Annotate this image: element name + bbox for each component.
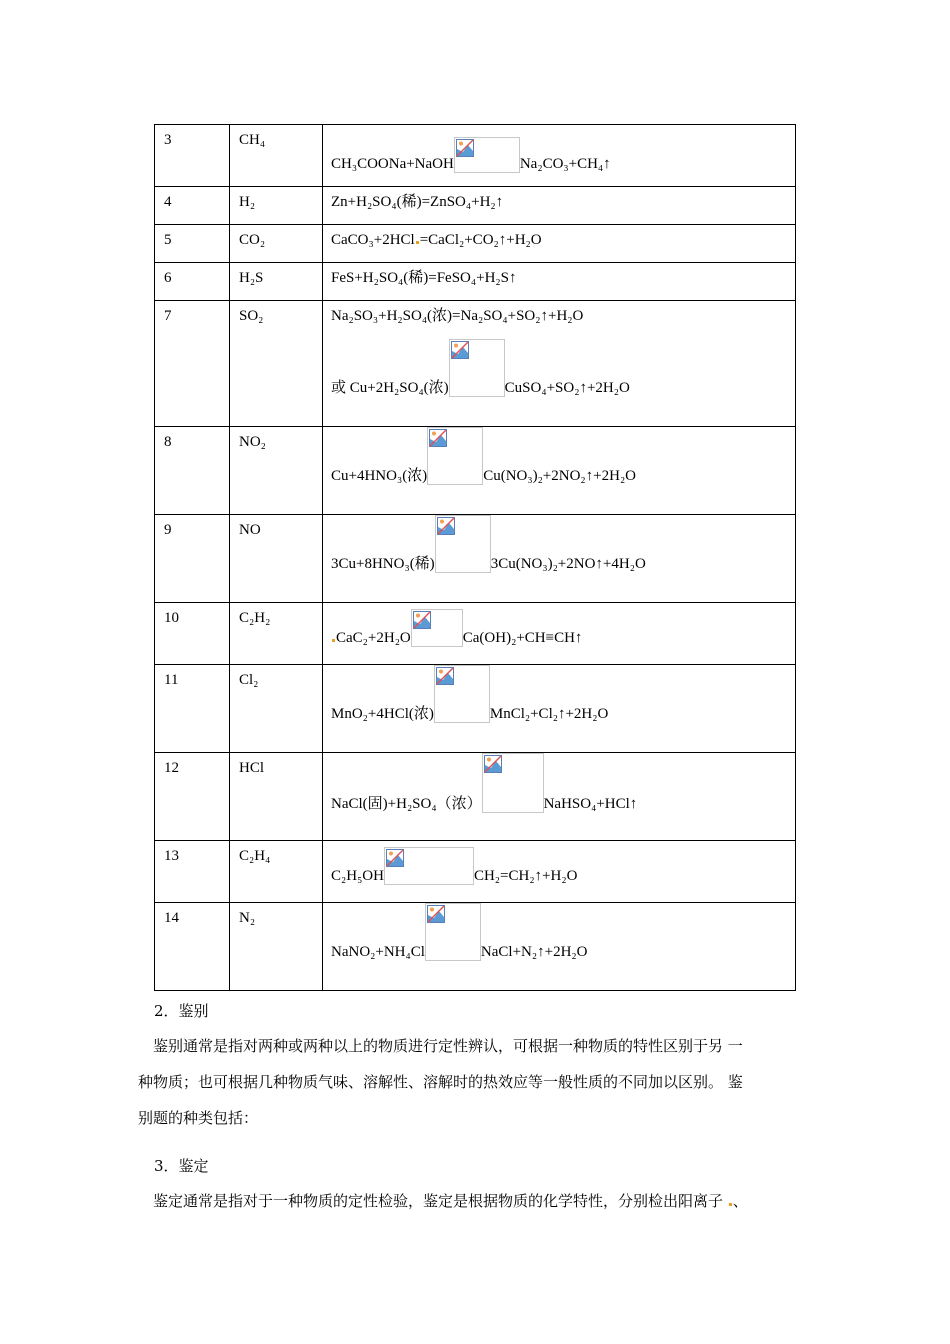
products: Na₂CO₃+CH₄↑ (519, 156, 611, 172)
reactants: Na₂SO₃+H₂SO₄(浓)=Na₂SO₄+SO₂↑+H₂O (331, 308, 584, 324)
paragraph-line: 别题的种类包括： (138, 1109, 259, 1127)
row-number: 8 (164, 434, 172, 450)
reactants: 3Cu+8HNO₃(稀) (331, 556, 435, 572)
reactants: Cu+4HNO₃(浓) (331, 468, 428, 484)
gas-cell (230, 427, 323, 515)
products: CH₂=CH₂↑+H₂O (473, 868, 578, 884)
equation-line (331, 609, 582, 647)
row-number-cell (155, 665, 230, 753)
row-number: 10 (164, 610, 179, 626)
equation-line (331, 339, 630, 397)
gas-cell (230, 841, 323, 903)
gas-formula: CO₂ (239, 232, 266, 248)
equation-cell (323, 225, 796, 263)
reactants: C₂H₅OH (331, 868, 384, 884)
row-number: 3 (164, 132, 172, 148)
gas-formula: NO₂ (239, 434, 266, 450)
equation-cell (323, 841, 796, 903)
equation-cell (323, 603, 796, 665)
equation-line (331, 903, 587, 961)
reactants: FeS+H₂SO₄(稀)=FeSO₄+H₂S↑ (331, 270, 517, 286)
equation-line (331, 427, 636, 485)
table-row (155, 665, 796, 753)
table-row (155, 301, 796, 427)
row-number-cell (155, 903, 230, 991)
products: MnCl₂+Cl₂↑+2H₂O (489, 706, 609, 722)
row-number-cell (155, 263, 230, 301)
reaction-condition-image (434, 665, 490, 723)
reaction-condition-image (427, 427, 483, 485)
reaction-condition-image (384, 847, 474, 885)
row-number-cell (155, 753, 230, 841)
gas-formula: N₂ (239, 910, 256, 926)
table-row (155, 841, 796, 903)
gas-cell (230, 515, 323, 603)
reactants: Zn+H₂SO₄(稀)=ZnSO₄+H₂↑ (331, 194, 504, 210)
row-number-cell (155, 841, 230, 903)
reactants: CH₃COONa+NaOH (331, 156, 454, 172)
gas-cell (230, 187, 323, 225)
row-number-cell (155, 301, 230, 427)
gas-formula: H₂ (239, 194, 256, 210)
broken-image-icon (386, 849, 404, 867)
reaction-condition-image (435, 515, 491, 573)
gas-formula: CH₄ (239, 132, 266, 148)
section-3-paragraph (138, 1183, 818, 1219)
products: =CaCl₂+CO₂↑+H₂O (419, 232, 542, 248)
row-number-cell (155, 515, 230, 603)
broken-image-icon (456, 139, 474, 157)
table-row (155, 753, 796, 841)
equation-cell (323, 903, 796, 991)
paragraph-tail: 、 (732, 1192, 748, 1210)
table-row (155, 427, 796, 515)
row-number-cell (155, 225, 230, 263)
anchor-mark-icon (332, 639, 335, 642)
paragraph-line: 种物质；也可根据几种物质气味、溶解性、溶解时的热效应等一般性质的不同加以区别。 鉴 (138, 1073, 743, 1091)
table-row (155, 263, 796, 301)
gas-formula: NO (239, 522, 261, 538)
anchor-mark-icon (416, 241, 419, 244)
gas-formula: HCl (239, 760, 265, 776)
row-number: 11 (164, 672, 179, 688)
broken-image-icon (484, 755, 502, 773)
equation-line (331, 515, 646, 573)
reactants: 或 Cu+2H₂SO₄(浓) (331, 380, 449, 396)
gas-cell (230, 263, 323, 301)
gas-cell (230, 903, 323, 991)
gas-formula: C₂H₄ (239, 848, 271, 864)
section-2-paragraph (138, 1028, 818, 1136)
reaction-condition-image (411, 609, 463, 647)
equation-cell (323, 187, 796, 225)
broken-image-icon (451, 341, 469, 359)
section-3-heading: 3．鉴定 (154, 1157, 209, 1175)
section-2-heading: 2．鉴别 (154, 1002, 209, 1020)
equation-line (331, 269, 517, 287)
gas-cell (230, 125, 323, 187)
products: NaHSO₄+HCl↑ (543, 796, 638, 812)
reaction-condition-image (425, 903, 481, 961)
equation-line (331, 753, 637, 813)
gas-formula: Cl₂ (239, 672, 259, 688)
gas-preparation-table (154, 124, 796, 991)
row-number-cell (155, 427, 230, 515)
gas-cell (230, 225, 323, 263)
broken-image-icon (427, 905, 445, 923)
broken-image-icon (413, 611, 431, 629)
equation-line (331, 231, 542, 249)
table-row (155, 225, 796, 263)
paragraph-line: 鉴定通常是指对于一种物质的定性检验，鉴定是根据物质的化学特性，分别检出阳离子 (138, 1192, 728, 1210)
products: NaCl+N₂↑+2H₂O (480, 944, 588, 960)
reactants: CaC₂+2H₂O (336, 630, 411, 646)
equation-line (331, 307, 583, 325)
row-number-cell (155, 603, 230, 665)
row-number: 7 (164, 308, 172, 324)
row-number: 4 (164, 194, 172, 210)
anchor-mark-icon (729, 1203, 732, 1206)
row-number: 14 (164, 910, 179, 926)
broken-image-icon (429, 429, 447, 447)
equation-line (331, 137, 611, 173)
gas-cell (230, 753, 323, 841)
row-number: 9 (164, 522, 172, 538)
equation-cell (323, 515, 796, 603)
gas-formula: C₂H₂ (239, 610, 271, 626)
table-row (155, 125, 796, 187)
equation-cell (323, 125, 796, 187)
reactants: NaCl(固)+H₂SO₄（浓） (331, 796, 482, 812)
reactants: MnO₂+4HCl(浓) (331, 706, 434, 722)
paragraph-line: 鉴别通常是指对两种或两种以上的物质进行定性辨认，可根据一种物质的特性区别于另 一 (138, 1037, 743, 1055)
reaction-condition-image (454, 137, 520, 173)
products: Cu(NO₃)₂+2NO₂↑+2H₂O (483, 468, 637, 484)
gas-formula: SO₂ (239, 308, 264, 324)
row-number: 12 (164, 760, 179, 776)
equation-line (331, 847, 577, 885)
row-number-cell (155, 187, 230, 225)
gas-cell (230, 665, 323, 753)
products: 3Cu(NO₃)₂+2NO↑+4H₂O (490, 556, 646, 572)
reaction-condition-image (449, 339, 505, 397)
table-body (155, 125, 796, 991)
reaction-condition-image (482, 753, 544, 813)
equation-cell (323, 753, 796, 841)
reactants: NaNO₂+NH₄Cl (331, 944, 425, 960)
row-number-cell (155, 125, 230, 187)
equation-line (331, 193, 503, 211)
products: Ca(OH)₂+CH≡CH↑ (462, 630, 583, 646)
gas-formula: H₂S (239, 270, 264, 286)
row-number: 5 (164, 232, 172, 248)
table-row (155, 187, 796, 225)
products: CuSO₄+SO₂↑+2H₂O (504, 380, 630, 396)
equation-cell (323, 427, 796, 515)
broken-image-icon (436, 667, 454, 685)
table-row (155, 603, 796, 665)
gas-cell (230, 301, 323, 427)
row-number: 6 (164, 270, 172, 286)
equation-line (331, 665, 608, 723)
equation-cell (323, 263, 796, 301)
broken-image-icon (437, 517, 455, 535)
gas-cell (230, 603, 323, 665)
reactants: CaCO₃+2HCl (331, 232, 415, 248)
table-row (155, 515, 796, 603)
equation-cell (323, 665, 796, 753)
row-number: 13 (164, 848, 179, 864)
equation-cell (323, 301, 796, 427)
table-row (155, 903, 796, 991)
